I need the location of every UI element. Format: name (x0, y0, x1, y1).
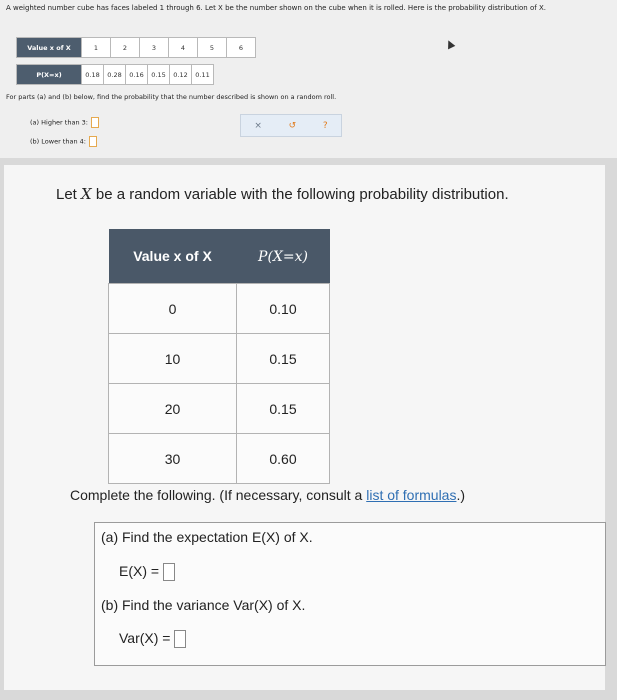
part-a-question: (a) Find the expectation E(X) of X. (101, 529, 313, 545)
table-cell: 6 (227, 38, 256, 58)
table-row (17, 65, 214, 85)
column-header-value: Value x of X (109, 229, 237, 284)
value-cell: 20 (109, 384, 237, 434)
title-prefix: Let (56, 186, 82, 203)
variance-label: Var(X) = (119, 630, 171, 646)
probability-cell: 0.15 (237, 334, 330, 384)
top-table-header-value: Value x of X (17, 38, 82, 58)
top-table-header-prob: P(X=x) (17, 65, 82, 85)
table-cell: 3 (140, 38, 169, 58)
top-part-a-label: (a) Higher than 3: (30, 118, 88, 127)
expectation-line (119, 563, 175, 581)
title-variable: X (81, 185, 92, 203)
probability-cell: 0.60 (237, 434, 330, 484)
title-suffix: be a random variable with the following probability distribution. (91, 186, 509, 203)
expectation-input[interactable] (163, 563, 175, 581)
mouse-cursor-icon (445, 39, 456, 50)
undo-icon[interactable]: ↺ (288, 120, 297, 131)
table-cell: 0.18 (82, 65, 104, 85)
clear-icon[interactable]: × (254, 120, 262, 131)
part-b-question: (b) Find the variance Var(X) of X. (101, 597, 306, 613)
complete-end: .) (456, 487, 466, 503)
probability-cell: 0.10 (237, 284, 330, 334)
top-problem-panel (0, 0, 617, 158)
table-cell: 1 (82, 38, 111, 58)
table-cell: 4 (169, 38, 198, 58)
table-cell: 2 (111, 38, 140, 58)
complete-text: Complete the following. (If necessary, consult a (70, 487, 367, 503)
variance-line (119, 630, 186, 648)
answer-box (94, 522, 606, 666)
top-instruction-text: For parts (a) and (b) below, find the probability that the number described is shown on a random roll. (6, 93, 337, 101)
top-probability-table (16, 64, 214, 85)
top-part-b-label: (b) Lower than 4: (30, 137, 86, 146)
probability-cell: 0.15 (237, 384, 330, 434)
value-cell: 0 (109, 284, 237, 334)
column-header-probability: P(X=x) (237, 229, 330, 284)
table-row (109, 334, 330, 384)
help-icon[interactable]: ? (322, 120, 328, 131)
main-problem-panel (4, 165, 605, 690)
table-cell: 0.12 (170, 65, 192, 85)
expectation-label: E(X) = (119, 563, 160, 579)
top-part-b (30, 136, 97, 147)
problem-statement (56, 185, 509, 203)
table-header-row (109, 229, 330, 284)
formulas-link[interactable]: list of formulas (366, 487, 457, 503)
top-part-b-input[interactable] (89, 136, 97, 147)
table-row (109, 384, 330, 434)
table-row (109, 434, 330, 484)
value-cell: 10 (109, 334, 237, 384)
table-row (109, 284, 330, 334)
value-cell: 30 (109, 434, 237, 484)
answer-toolbar (240, 114, 342, 137)
table-cell: 0.15 (148, 65, 170, 85)
top-distribution-table (16, 37, 256, 58)
table-cell: 0.16 (126, 65, 148, 85)
distribution-table (108, 229, 330, 484)
top-intro-text: A weighted number cube has faces labeled 1 through 6. Let X be the number shown on the cube when it is rolled. Here is the probability distribution of X. (6, 4, 546, 12)
table-cell: 5 (198, 38, 227, 58)
complete-instruction (70, 487, 465, 503)
table-row (17, 38, 256, 58)
table-cell: 0.11 (192, 65, 214, 85)
top-part-a-input[interactable] (91, 117, 99, 128)
variance-input[interactable] (174, 630, 186, 648)
top-part-a (30, 117, 99, 128)
table-cell: 0.28 (104, 65, 126, 85)
